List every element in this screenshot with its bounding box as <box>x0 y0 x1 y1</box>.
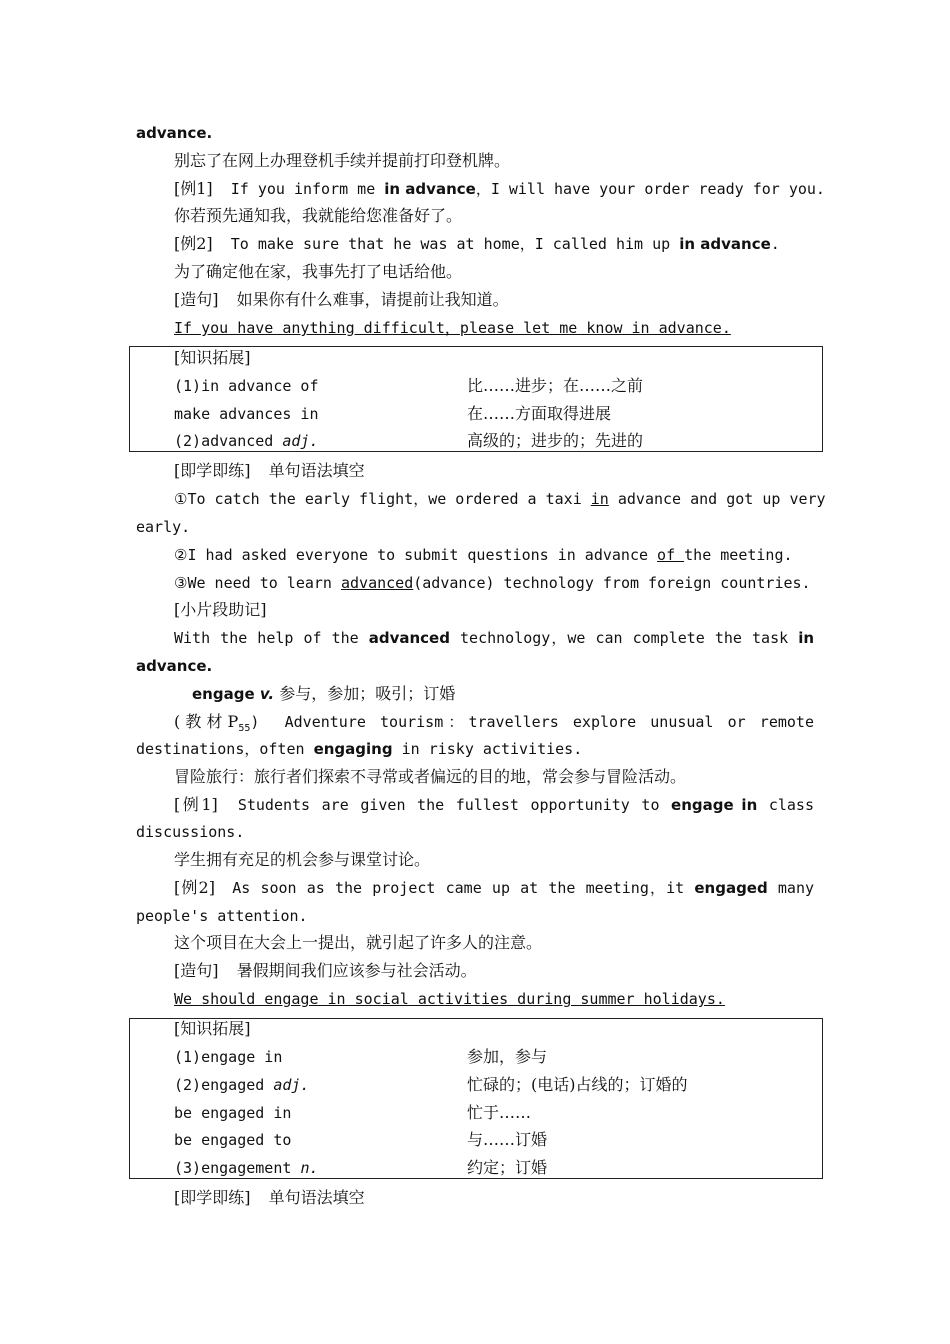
part-of-speech: n. <box>300 1159 319 1177</box>
entry-meaning: 参与，参加；吸引；订婚 <box>274 684 456 703</box>
practice-tag: [即学即练] <box>174 1188 251 1207</box>
answer: of <box>657 546 685 564</box>
example-1 <box>174 175 825 203</box>
example-tag: [例1] <box>174 179 213 198</box>
headword: engage <box>192 685 260 703</box>
phrase: (1)engage in <box>174 1048 283 1066</box>
phrase <box>174 427 319 455</box>
sentence-answer: If you have anything difficult，please let me know in advance. <box>174 319 731 337</box>
phrase-meaning: 与……订婚 <box>467 1130 548 1149</box>
phrase-meaning: 高级的；进步的；先进的 <box>467 431 644 450</box>
answer: advanced <box>340 574 414 592</box>
phrase-meaning: 参加，参与 <box>467 1047 548 1066</box>
keyword: engage in <box>671 796 758 814</box>
phrase <box>174 1154 319 1182</box>
box-title: [知识拓展] <box>174 1019 251 1038</box>
memo-text: With the help of the <box>174 629 369 647</box>
engage-sentence-making <box>174 957 477 985</box>
keyword: in advance <box>679 235 771 253</box>
practice-tag: [即学即练] <box>174 461 251 480</box>
practice-heading-2 <box>174 1184 365 1212</box>
engage-example-2-translation: 这个项目在大会上一提出，就引起了许多人的注意。 <box>174 933 543 952</box>
example-tag: [例1] <box>174 795 218 814</box>
keyword: in <box>798 629 815 647</box>
question-text: ③We need to learn <box>174 574 341 592</box>
example-text: If you inform me <box>230 180 385 198</box>
answer: in <box>590 490 609 508</box>
question-3 <box>174 569 811 597</box>
box-row <box>174 372 319 400</box>
question-text: ②I had asked everyone to submit questions in advance <box>174 546 658 564</box>
memo-line-cont: advance. <box>136 657 213 675</box>
phrase-word: (2)advanced <box>174 432 283 450</box>
example-tag: [例2] <box>174 234 213 253</box>
question-text: the meeting. <box>684 546 793 564</box>
phrase-meaning: 忙碌的；(电话)占线的；订婚的 <box>467 1075 688 1094</box>
phrase: be engaged in <box>174 1104 292 1122</box>
source-text: destinations，often <box>136 740 314 758</box>
practice-title: 单句语法填空 <box>268 461 365 480</box>
memo-line <box>174 624 814 652</box>
example-2-translation: 为了确定他在家，我事先打了电话给他。 <box>174 262 463 281</box>
phrase-meaning: 约定；订婚 <box>467 1158 548 1177</box>
question-text: (advance) technology from foreign countries. <box>413 574 811 592</box>
phrase <box>174 1071 309 1099</box>
keyword: engaged <box>694 879 768 897</box>
phrase-meaning: 比……进步；在……之前 <box>467 376 644 395</box>
phrase-meaning: 在……方面取得进展 <box>467 404 612 423</box>
engage-example-1 <box>174 791 814 819</box>
question-text: advance and got up very <box>608 490 826 508</box>
part-of-speech: adj. <box>273 1076 310 1094</box>
sentence-making <box>174 286 509 314</box>
example-text: . <box>770 235 780 253</box>
entry-heading <box>192 680 455 708</box>
phrase-word: (2)engaged <box>174 1076 274 1094</box>
page-number: 55 <box>238 723 251 734</box>
practice-title: 单句语法填空 <box>268 1188 365 1207</box>
example-text: Students are given the fullest opportunity to <box>217 796 672 814</box>
part-of-speech: v. <box>259 685 275 703</box>
example-text: ，I will have your order ready for you. <box>475 180 825 198</box>
phrase-word: (3)engagement <box>174 1159 301 1177</box>
box-title: [知识拓展] <box>174 348 251 367</box>
phrase: be engaged to <box>174 1131 292 1149</box>
translation: 别忘了在网上办理登机手续并提前打印登机牌。 <box>174 151 511 170</box>
example-text: class <box>757 796 814 814</box>
source-tag: (教材P <box>174 712 239 731</box>
part-of-speech: adj. <box>282 432 319 450</box>
sentence-prompt: 暑假期间我们应该参与社会活动。 <box>236 961 477 980</box>
memo-tag: [小片段助记] <box>174 600 267 619</box>
question-1-cont: early. <box>136 518 191 536</box>
question-text: ①To catch the early flight，we ordered a taxi <box>174 490 591 508</box>
textbook-source-cont <box>136 735 582 763</box>
example-1-translation: 你若预先通知我，我就能给您准备好了。 <box>174 206 463 225</box>
example-text: To make sure that he was at home，I called him up <box>230 235 680 253</box>
engage-example-1-cont: discussions. <box>136 823 245 841</box>
sentence-tag: [造句] <box>174 290 219 309</box>
sentence-prompt: 如果你有什么难事，请提前让我知道。 <box>236 290 509 309</box>
keyword: engaging <box>313 740 393 758</box>
source-text: ) Adventure tourism：travellers explore unusual or remote <box>250 713 814 731</box>
engage-example-2 <box>174 874 814 902</box>
engage-example-2-cont: people's attention. <box>136 907 308 925</box>
example-2 <box>174 230 780 258</box>
keyword: advanced <box>368 629 450 647</box>
question-2 <box>174 541 793 569</box>
source-text: in risky activities. <box>392 740 583 758</box>
source-translation: 冒险旅行：旅行者们探索不寻常或者偏远的目的地，常会参与冒险活动。 <box>174 767 687 786</box>
phrase: make advances in <box>174 405 319 423</box>
question-1 <box>174 485 826 513</box>
example-text: many <box>767 879 815 897</box>
sentence-tag: [造句] <box>174 961 219 980</box>
engage-example-1-translation: 学生拥有充足的机会参与课堂讨论。 <box>174 850 431 869</box>
memo-text: technology，we can complete the task <box>449 629 799 647</box>
phrase-meaning: 忙于…… <box>467 1103 532 1122</box>
practice-heading <box>174 457 365 485</box>
continued-word: advance. <box>136 124 213 142</box>
textbook-source <box>174 708 814 736</box>
engage-sentence-answer: We should engage in social activities during summer holidays. <box>174 990 725 1008</box>
keyword: in advance <box>384 180 476 198</box>
example-tag: [例2] <box>174 878 215 897</box>
phrase: (1)in advance of <box>174 377 319 395</box>
example-text: As soon as the project came up at the meeting，it <box>214 879 695 897</box>
